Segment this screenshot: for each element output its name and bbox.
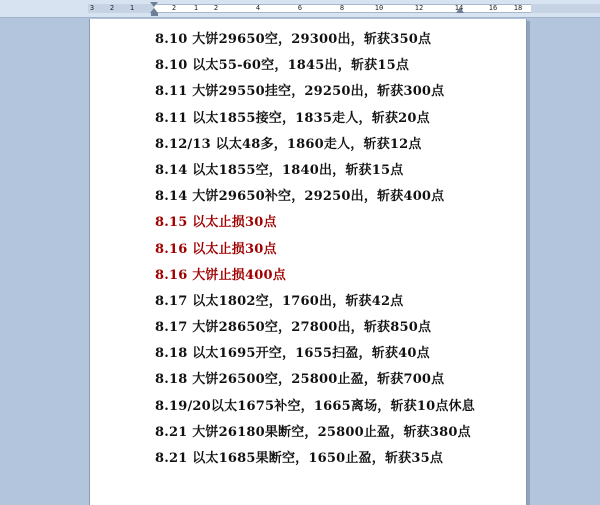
ruler-tick-label: 2: [213, 4, 219, 12]
ruler-tick-label: 16: [488, 4, 498, 12]
document-line[interactable]: 8.14 以太1855空，1840出，斩获15点: [155, 162, 404, 178]
ruler-tick-label: 14: [454, 4, 464, 12]
document-line[interactable]: 8.12/13 以太48多，1860走人，斩获12点: [155, 136, 422, 152]
ruler-tick-label: 3: [89, 4, 95, 12]
document-line[interactable]: 8.17 大饼28650空，27800出，斩获850点: [155, 320, 432, 336]
horizontal-ruler[interactable]: [0, 0, 600, 18]
document-line[interactable]: 8.15 以太止损30点: [155, 215, 277, 231]
page-shadow: [527, 21, 530, 505]
document-line[interactable]: 8.10 以太55-60空，1845出，斩获15点: [155, 58, 410, 74]
ruler-tick-label: 12: [414, 4, 424, 12]
document-line[interactable]: 8.18 大饼26500空，25800止盈，斩获700点: [155, 372, 445, 388]
ruler-tick-label: 4: [255, 4, 261, 12]
ruler-tick-label: 6: [297, 4, 303, 12]
right-indent-marker[interactable]: [456, 7, 464, 13]
document-line[interactable]: 8.16 大饼止损400点: [155, 267, 286, 283]
document-line[interactable]: 8.11 以太1855接空，1835走人，斩获20点: [155, 110, 430, 126]
document-line[interactable]: 8.16 以太止损30点: [155, 241, 277, 257]
document-line[interactable]: 8.11 大饼29550挂空，29250出，斩获300点: [155, 84, 445, 100]
ruler-tick-label: 2: [109, 4, 115, 12]
document-line[interactable]: 8.21 大饼26180果断空，25800止盈，斩获380点: [155, 424, 471, 440]
ruler-tick-label: 8: [339, 4, 345, 12]
ruler-tick-label: 18: [513, 4, 523, 12]
document-line[interactable]: 8.21 以太1685果断空，1650止盈，斩获35点: [155, 451, 444, 466]
ruler-tick-label: 10: [374, 4, 384, 12]
document-line[interactable]: 8.19/20以太1675补空，1665离场，斩获10点休息: [155, 398, 475, 414]
ruler-tick-label: 1: [193, 4, 199, 12]
ruler-ticks: [88, 4, 600, 13]
document-line[interactable]: 8.14 大饼29650补空，29250出，斩获400点: [155, 189, 445, 205]
document-line[interactable]: 8.18 以太1695开空，1655扫盈，斩获40点: [155, 346, 430, 362]
ruler-tick-label: 2: [171, 4, 177, 12]
document-line[interactable]: 8.17 以太1802空，1760出，斩获42点: [155, 293, 404, 309]
document-line[interactable]: 8.10 大饼29650空，29300出，斩获350点: [155, 32, 432, 47]
document-body[interactable]: [155, 29, 475, 474]
ruler-tick-label: 1: [129, 4, 135, 12]
first-line-indent-marker[interactable]: [150, 2, 158, 16]
